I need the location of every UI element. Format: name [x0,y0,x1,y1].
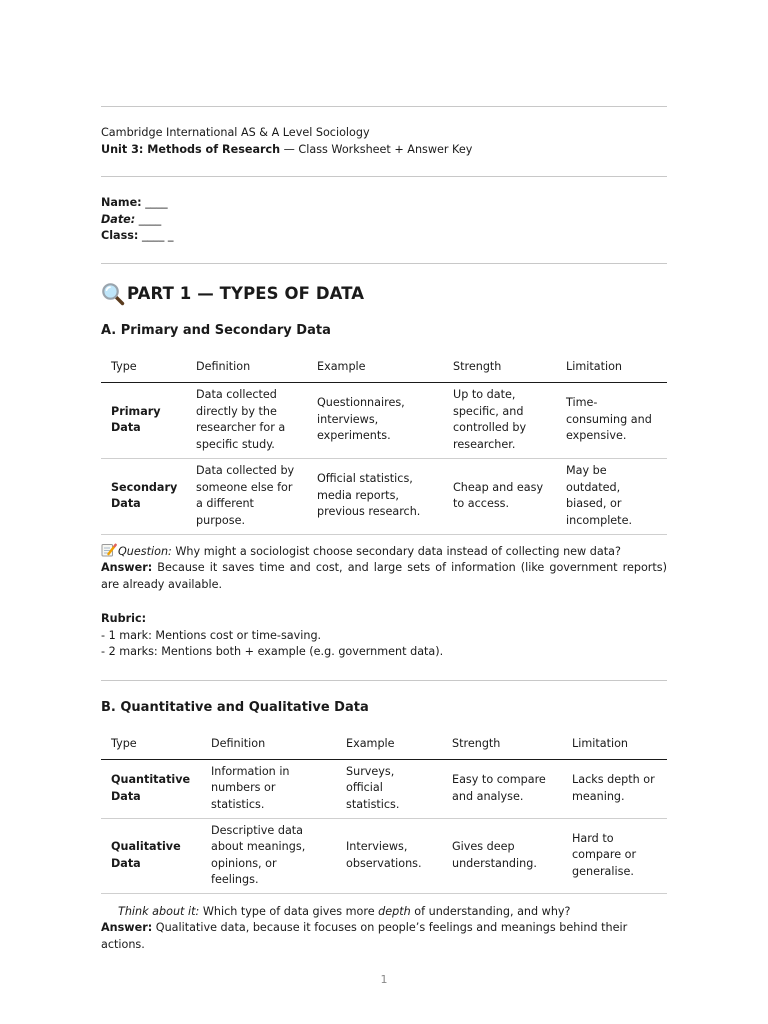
unit-subtitle: — Class Worksheet + Answer Key [280,142,473,156]
date-field [101,212,667,229]
table-cell: Questionnaires, interviews, experiments. [307,382,443,458]
divider [101,680,667,681]
table-header-row [101,354,667,383]
document-header [101,125,667,158]
table-cell: Surveys, official statistics. [336,759,442,818]
table-cell: Easy to compare and analyse. [442,759,562,818]
table-row [101,759,667,818]
column-header: Strength [442,731,562,760]
column-header: Type [101,731,201,760]
table-cell: Information in numbers or statistics. [201,759,336,818]
column-header: Limitation [562,731,667,760]
table-row [101,818,667,893]
class-field [101,228,667,245]
name-label: Name: [101,196,142,209]
think-text-end: of understanding, and why? [410,904,571,918]
answer-text: Because it saves time and cost, and large sets of information (like government reports) are already available. [101,561,667,591]
table-cell: Secondary Data [101,458,186,534]
page-content [101,106,667,953]
column-header: Limitation [556,354,667,383]
think-label: Think about it: [118,904,200,918]
table-cell: May be outdated, biased, or incomplete. [556,458,667,534]
think-emphasis: depth [378,904,411,918]
rubric-item: - 2 marks: Mentions both + example (e.g. government data). [101,645,444,658]
table-cell: Descriptive data about meanings, opinions, or feelings. [201,818,336,893]
column-header: Definition [186,354,307,383]
table-row [101,382,667,458]
unit-title: Unit 3: Methods of Research [101,142,281,156]
table-cell: Hard to compare or generalise. [562,818,667,893]
answer [101,560,667,593]
table-cell: Qualitative Data [101,818,201,893]
name-blank: ____ [141,196,168,209]
question-text: Why might a sociologist choose secondary data instead of collecting new data? [171,544,621,558]
class-label: Class: [101,229,139,242]
rubric [101,611,667,661]
student-fields [101,195,667,245]
table-cell: Time-consuming and expensive. [556,382,667,458]
unit-line [101,142,667,159]
divider [101,106,667,107]
rubric-label: Rubric: [101,612,147,625]
table-cell: Data collected by someone else for a different purpose. [186,458,307,534]
quantitative-qualitative-table [101,731,667,894]
table-cell: Up to date, specific, and controlled by researcher. [443,382,556,458]
table-cell: Official statistics, media reports, previous research. [307,458,443,534]
table-cell: Lacks depth or meaning. [562,759,667,818]
rubric-item: - 1 mark: Mentions cost or time-saving. [101,628,322,642]
primary-secondary-table [101,354,667,535]
question-label: Question: [118,544,172,558]
section-a-heading: A. Primary and Secondary Data [101,322,331,338]
magnifying-glass-icon [101,282,125,306]
answer-label: Answer: [101,561,153,574]
answer-label: Answer: [101,921,153,934]
column-header: Definition [201,731,336,760]
question [101,543,667,561]
part-title: PART 1 — TYPES OF DATA [127,283,365,303]
table-header-row [101,731,667,760]
memo-icon [101,543,117,557]
think-prompt [101,904,667,921]
table-cell: Interviews, observations. [336,818,442,893]
class-blank: ____ _ [138,229,174,242]
column-header: Example [307,354,443,383]
column-header: Strength [443,354,556,383]
table-cell: Quantitative Data [101,759,201,818]
answer [101,920,667,953]
date-blank: ____ [135,212,162,226]
part-heading [101,282,667,306]
answer-text: Qualitative data, because it focuses on people’s feelings and meanings behind their actions. [101,921,628,951]
column-header: Type [101,354,186,383]
section-b-heading: B. Quantitative and Qualitative Data [101,699,369,715]
table-cell: Gives deep understanding. [442,818,562,893]
table-cell: Primary Data [101,382,186,458]
think-text: Which type of data gives more [199,904,379,918]
divider [101,176,667,177]
table-row [101,458,667,534]
table-cell: Data collected directly by the researcher for a specific study. [186,382,307,458]
course-title: Cambridge International AS & A Level Sociology [101,126,370,139]
name-field [101,195,667,212]
column-header: Example [336,731,442,760]
page-number: 1 [380,973,388,986]
date-label: Date: [101,212,136,226]
divider [101,263,667,264]
table-cell: Cheap and easy to access. [443,458,556,534]
